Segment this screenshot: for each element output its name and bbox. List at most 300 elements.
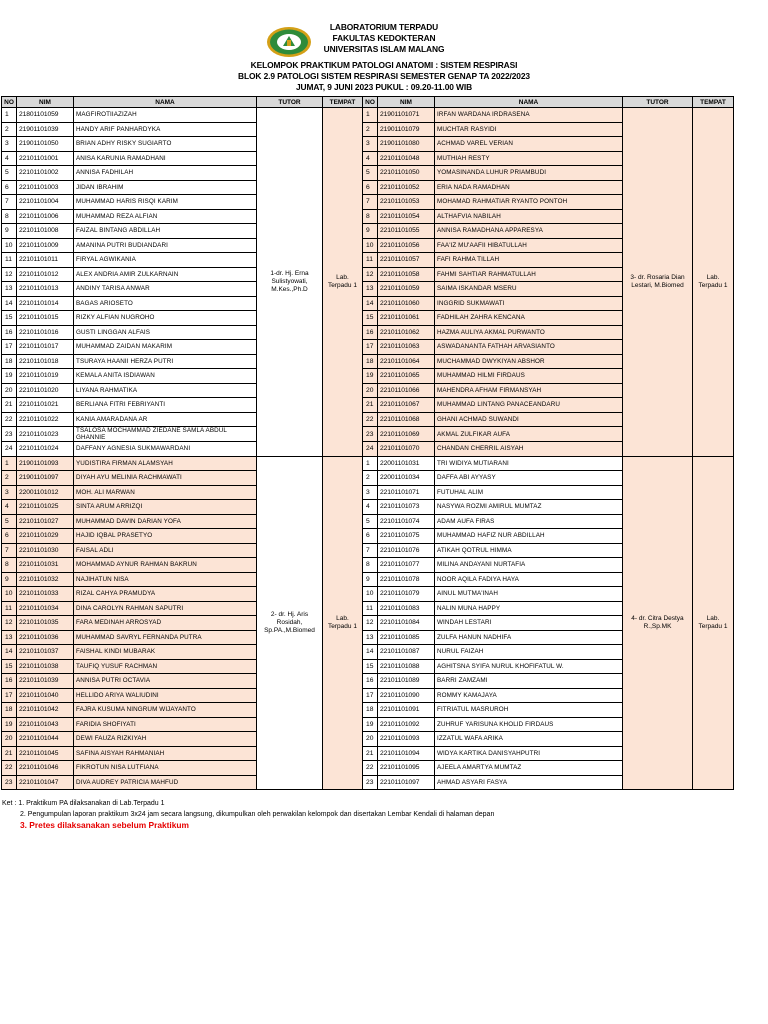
student-name: NASYWA ROZMI AMIRUL MUMTAZ bbox=[435, 500, 623, 515]
student-nim: 22101101018 bbox=[17, 354, 74, 369]
student-name: HAJID IQBAL PRASETYO bbox=[74, 529, 257, 544]
student-nim: 22101101029 bbox=[17, 529, 74, 544]
student-nim: 22001101034 bbox=[378, 471, 435, 486]
student-no: 5 bbox=[363, 166, 378, 181]
student-no: 15 bbox=[2, 311, 17, 326]
student-nim: 21901101093 bbox=[17, 456, 74, 471]
student-no: 22 bbox=[363, 761, 378, 776]
student-nim: 22101101078 bbox=[378, 572, 435, 587]
student-name: GHANI ACHMAD SUWANDI bbox=[435, 412, 623, 427]
student-nim: 22101101045 bbox=[17, 746, 74, 761]
student-no: 4 bbox=[2, 500, 17, 515]
student-nim: 22101101014 bbox=[17, 296, 74, 311]
student-name: ADAM AUFA FIRAS bbox=[435, 514, 623, 529]
student-nim: 22101101053 bbox=[378, 195, 435, 210]
student-name: FAA'IZ MU'AAFII HIBATULLAH bbox=[435, 238, 623, 253]
student-name: BARRI ZAMZAMI bbox=[435, 674, 623, 689]
student-nim: 22101101037 bbox=[17, 645, 74, 660]
student-name: BERLIANA FITRI FEBRIYANTI bbox=[74, 398, 257, 413]
student-nim: 22101101012 bbox=[17, 267, 74, 282]
tutor-cell: 3- dr. Rosaria Dian Lestari, M.Biomed bbox=[623, 108, 693, 457]
student-name: IRFAN WARDANA IRDRASENA bbox=[435, 108, 623, 123]
student-nim: 21901101079 bbox=[378, 122, 435, 137]
student-no: 4 bbox=[2, 151, 17, 166]
student-nim: 22101101070 bbox=[378, 442, 435, 457]
student-no: 24 bbox=[363, 442, 378, 457]
student-nim: 22101101042 bbox=[17, 703, 74, 718]
student-name: RIZAL CAHYA PRAMUDYA bbox=[74, 587, 257, 602]
student-nim: 22101101076 bbox=[378, 543, 435, 558]
location-cell: Lab. Terpadu 1 bbox=[323, 456, 363, 790]
student-nim: 22101101079 bbox=[378, 587, 435, 602]
student-nim: 22101101034 bbox=[17, 601, 74, 616]
student-nim: 22101101056 bbox=[378, 238, 435, 253]
student-no: 14 bbox=[2, 296, 17, 311]
student-nim: 22101101090 bbox=[378, 688, 435, 703]
student-name: FAISAL ADLI bbox=[74, 543, 257, 558]
student-no: 5 bbox=[2, 514, 17, 529]
student-nim: 22101101052 bbox=[378, 180, 435, 195]
group-table bbox=[1, 96, 734, 790]
student-no: 15 bbox=[2, 659, 17, 674]
student-nim: 22101101036 bbox=[17, 630, 74, 645]
student-no: 22 bbox=[363, 412, 378, 427]
student-no: 11 bbox=[363, 253, 378, 268]
student-no: 1 bbox=[2, 456, 17, 471]
student-no: 16 bbox=[2, 325, 17, 340]
student-no: 9 bbox=[363, 572, 378, 587]
student-name: FAFI RAHMA TILLAH bbox=[435, 253, 623, 268]
student-name: TSALOSA MOCHAMMAD ZIEDANE SAMLA ABDUL GHANNIE bbox=[74, 427, 257, 442]
student-no: 21 bbox=[2, 746, 17, 761]
student-nim: 22101101027 bbox=[17, 514, 74, 529]
student-no: 16 bbox=[2, 674, 17, 689]
student-no: 6 bbox=[2, 180, 17, 195]
note-1: Ket : 1. Praktikum PA dilaksanakan di Lab.Terpadu 1 bbox=[2, 800, 165, 807]
student-no: 1 bbox=[363, 456, 378, 471]
student-name: AMANINA PUTRI BUDIANDARI bbox=[74, 238, 257, 253]
student-no: 18 bbox=[2, 703, 17, 718]
student-nim: 22101101033 bbox=[17, 587, 74, 602]
student-nim: 22101101066 bbox=[378, 383, 435, 398]
student-no: 6 bbox=[363, 180, 378, 195]
student-name: ROMMY KAMAJAYA bbox=[435, 688, 623, 703]
col-tempat: TEMPAT bbox=[323, 97, 363, 108]
student-no: 9 bbox=[2, 224, 17, 239]
student-no: 13 bbox=[2, 630, 17, 645]
student-name: ERIA NADA RAMADHAN bbox=[435, 180, 623, 195]
student-no: 15 bbox=[363, 311, 378, 326]
student-name: TSURAYA HAANII HERZA PUTRI bbox=[74, 354, 257, 369]
student-name: MUHAMMAD REZA ALFIAN bbox=[74, 209, 257, 224]
lab-name: LABORATORIUM TERPADU bbox=[329, 22, 439, 32]
document-header bbox=[0, 22, 768, 96]
student-nim: 21901101080 bbox=[378, 137, 435, 152]
student-no: 11 bbox=[363, 601, 378, 616]
student-no: 15 bbox=[363, 659, 378, 674]
student-name: BAGAS ARIOSETO bbox=[74, 296, 257, 311]
student-name: ALEX ANDRIA AMIR ZULKARNAIN bbox=[74, 267, 257, 282]
student-name: MUHAMMAD ZAIDAN MAKARIM bbox=[74, 340, 257, 355]
document-title: KELOMPOK PRAKTIKUM PATOLOGI ANATOMI : SISTEM RESPIRASI bbox=[250, 60, 518, 70]
student-nim: 22101101002 bbox=[17, 166, 74, 181]
student-nim: 22101101031 bbox=[17, 558, 74, 573]
student-nim: 22101101001 bbox=[17, 151, 74, 166]
student-no: 2 bbox=[2, 471, 17, 486]
student-no: 7 bbox=[363, 195, 378, 210]
student-no: 9 bbox=[363, 224, 378, 239]
student-name: AJEELA AMARTYA MUMTAZ bbox=[435, 761, 623, 776]
student-no: 13 bbox=[363, 282, 378, 297]
student-name: TRI WIDIYA MUTIARANI bbox=[435, 456, 623, 471]
student-nim: 22101101085 bbox=[378, 630, 435, 645]
student-name: CHANDAN CHERRIL AISYAH bbox=[435, 442, 623, 457]
student-nim: 22101101057 bbox=[378, 253, 435, 268]
tutor-cell: 4- dr. Citra Destya R.,Sp.MK bbox=[623, 456, 693, 790]
student-nim: 22101101092 bbox=[378, 717, 435, 732]
col-nim: NIM bbox=[17, 97, 74, 108]
student-name: IZZATUL WAFA ARIKA bbox=[435, 732, 623, 747]
student-name: AINUL MUTMA'INAH bbox=[435, 587, 623, 602]
student-nim: 22101101071 bbox=[378, 485, 435, 500]
student-nim: 22101101015 bbox=[17, 311, 74, 326]
student-no: 17 bbox=[363, 340, 378, 355]
student-nim: 22101101088 bbox=[378, 659, 435, 674]
student-no: 13 bbox=[363, 630, 378, 645]
student-nim: 21901101071 bbox=[378, 108, 435, 123]
student-name: FAJRA KUSUMA NINGRUM WIJAYANTO bbox=[74, 703, 257, 718]
student-name: FIRYAL AGWIKANIA bbox=[74, 253, 257, 268]
student-name: FADHILAH ZAHRA KENCANA bbox=[435, 311, 623, 326]
student-name: MUCHTAR RASYIDI bbox=[435, 122, 623, 137]
student-name: MUCHAMMAD DWYKIYAN ABSHOR bbox=[435, 354, 623, 369]
student-name: GUSTI LINGGAN ALFAIS bbox=[74, 325, 257, 340]
col-nim: NIM bbox=[378, 97, 435, 108]
tutor-cell: 1-dr. Hj. Erna Sulistyowati, M.Kes.,Ph.D bbox=[257, 108, 323, 457]
student-nim: 22101101009 bbox=[17, 238, 74, 253]
student-nim: 22101101032 bbox=[17, 572, 74, 587]
student-nim: 22101101055 bbox=[378, 224, 435, 239]
student-no: 18 bbox=[363, 354, 378, 369]
student-name: FARA MEDINAH ARROSYAD bbox=[74, 616, 257, 631]
student-name: ANDINY TARISA ANWAR bbox=[74, 282, 257, 297]
student-name: FAHMI SAHTIAR RAHMATULLAH bbox=[435, 267, 623, 282]
student-nim: 22101101013 bbox=[17, 282, 74, 297]
student-name: ANISA KARUNIA RAMADHANI bbox=[74, 151, 257, 166]
student-nim: 22101101048 bbox=[378, 151, 435, 166]
student-no: 12 bbox=[363, 267, 378, 282]
student-no: 7 bbox=[2, 195, 17, 210]
student-no: 17 bbox=[2, 340, 17, 355]
student-no: 8 bbox=[363, 209, 378, 224]
student-no: 19 bbox=[363, 717, 378, 732]
student-name: DINA CAROLYN RAHMAN SAPUTRI bbox=[74, 601, 257, 616]
student-nim: 22101101050 bbox=[378, 166, 435, 181]
student-name: INGGRID SUKMAWATI bbox=[435, 296, 623, 311]
student-name: ASWADANANTA FATHAH ARVASIANTO bbox=[435, 340, 623, 355]
location-cell: Lab. Terpadu 1 bbox=[323, 108, 363, 457]
student-nim: 22101101035 bbox=[17, 616, 74, 631]
student-no: 8 bbox=[2, 209, 17, 224]
student-name: KANIA AMARADANA AR bbox=[74, 412, 257, 427]
student-nim: 22101101073 bbox=[378, 500, 435, 515]
student-name: HAZMA AULIYA AKMAL PURWANTO bbox=[435, 325, 623, 340]
student-no: 10 bbox=[2, 587, 17, 602]
student-no: 14 bbox=[2, 645, 17, 660]
location-cell: Lab. Terpadu 1 bbox=[693, 108, 734, 457]
student-name: ANNISA FADHILAH bbox=[74, 166, 257, 181]
student-nim: 22101101017 bbox=[17, 340, 74, 355]
student-name: HANDY ARIF PANHARDYKA bbox=[74, 122, 257, 137]
student-name: ZULFA HANUN NADHIFA bbox=[435, 630, 623, 645]
student-no: 19 bbox=[2, 369, 17, 384]
student-no: 9 bbox=[2, 572, 17, 587]
student-name: NALIN MUNA HAPPY bbox=[435, 601, 623, 616]
student-nim: 22101101021 bbox=[17, 398, 74, 413]
student-no: 21 bbox=[363, 746, 378, 761]
student-nim: 22101101006 bbox=[17, 209, 74, 224]
student-name: SAIMA ISKANDAR MSERU bbox=[435, 282, 623, 297]
student-nim: 22101101087 bbox=[378, 645, 435, 660]
student-nim: 22101101058 bbox=[378, 267, 435, 282]
student-name: DAFFA ABI AYYASY bbox=[435, 471, 623, 486]
student-nim: 21801101059 bbox=[17, 108, 74, 123]
student-nim: 22101101008 bbox=[17, 224, 74, 239]
student-no: 18 bbox=[2, 354, 17, 369]
student-name: YUDISTIRA FIRMAN ALAMSYAH bbox=[74, 456, 257, 471]
student-no: 8 bbox=[2, 558, 17, 573]
student-name: MOH. ALI MARWAN bbox=[74, 485, 257, 500]
student-no: 2 bbox=[363, 122, 378, 137]
student-no: 12 bbox=[2, 267, 17, 282]
student-no: 22 bbox=[2, 761, 17, 776]
student-nim: 21901101097 bbox=[17, 471, 74, 486]
student-name: RIZKY ALFIAN NUGROHO bbox=[74, 311, 257, 326]
student-nim: 22101101063 bbox=[378, 340, 435, 355]
student-name: SAFINA AISYAH RAHMANIAH bbox=[74, 746, 257, 761]
student-nim: 22101101065 bbox=[378, 369, 435, 384]
student-name: MUTHIAH RESTY bbox=[435, 151, 623, 166]
student-nim: 22101101061 bbox=[378, 311, 435, 326]
student-no: 4 bbox=[363, 151, 378, 166]
student-nim: 22101101020 bbox=[17, 383, 74, 398]
student-name: ALTHAFVIA NABILAH bbox=[435, 209, 623, 224]
student-no: 23 bbox=[363, 427, 378, 442]
student-name: LIYANA RAHMATIKA bbox=[74, 383, 257, 398]
student-no: 19 bbox=[2, 717, 17, 732]
student-nim: 22101101095 bbox=[378, 761, 435, 776]
student-nim: 22101101024 bbox=[17, 442, 74, 457]
student-nim: 22101101067 bbox=[378, 398, 435, 413]
student-nim: 22001101012 bbox=[17, 485, 74, 500]
student-nim: 22101101011 bbox=[17, 253, 74, 268]
col-tempat: TEMPAT bbox=[693, 97, 734, 108]
student-no: 22 bbox=[2, 412, 17, 427]
student-nim: 22101101022 bbox=[17, 412, 74, 427]
student-no: 19 bbox=[363, 369, 378, 384]
student-no: 10 bbox=[2, 238, 17, 253]
student-nim: 22101101068 bbox=[378, 412, 435, 427]
student-nim: 22101101091 bbox=[378, 703, 435, 718]
tutor-cell: 2- dr. Hj. Aris Rosidah, Sp.PA.,M.Biomed bbox=[257, 456, 323, 790]
student-name: MOHAMMAD AYNUR RAHMAN BAKRUN bbox=[74, 558, 257, 573]
student-name: FITRIATUL MASRUROH bbox=[435, 703, 623, 718]
student-nim: 22101101069 bbox=[378, 427, 435, 442]
student-no: 20 bbox=[2, 383, 17, 398]
student-no: 23 bbox=[2, 427, 17, 442]
student-nim: 21901101050 bbox=[17, 137, 74, 152]
student-nim: 22101101044 bbox=[17, 732, 74, 747]
student-name: ATIKAH QOTRUL HIMMA bbox=[435, 543, 623, 558]
col-no: NO bbox=[363, 97, 378, 108]
schedule-line: JUMAT, 9 JUNI 2023 PUKUL : 09.20-11.00 WIB bbox=[295, 82, 473, 92]
student-nim: 22101101083 bbox=[378, 601, 435, 616]
student-no: 12 bbox=[2, 616, 17, 631]
student-no: 16 bbox=[363, 674, 378, 689]
student-nim: 22101101064 bbox=[378, 354, 435, 369]
col-tutor: TUTOR bbox=[623, 97, 693, 108]
student-nim: 22101101062 bbox=[378, 325, 435, 340]
student-no: 21 bbox=[363, 398, 378, 413]
student-no: 2 bbox=[363, 471, 378, 486]
student-nim: 21901101039 bbox=[17, 122, 74, 137]
student-no: 8 bbox=[363, 558, 378, 573]
student-nim: 22101101046 bbox=[17, 761, 74, 776]
student-name: WIDYA KARTIKA DANISYAHPUTRI bbox=[435, 746, 623, 761]
student-name: BRIAN ADHY RISKY SUGIARTO bbox=[74, 137, 257, 152]
note-3: 3. Pretes dilaksanakan sebelum Praktikum bbox=[20, 820, 189, 830]
student-nim: 22101101097 bbox=[378, 775, 435, 790]
student-no: 23 bbox=[2, 775, 17, 790]
student-name: FUTUHAL ALIM bbox=[435, 485, 623, 500]
student-name: MAHENDRA AFHAM FIRMANSYAH bbox=[435, 383, 623, 398]
student-name: NAJIHATUN NISA bbox=[74, 572, 257, 587]
student-no: 14 bbox=[363, 296, 378, 311]
student-name: FIKROTUN NISA LUTFIANA bbox=[74, 761, 257, 776]
student-nim: 22101101075 bbox=[378, 529, 435, 544]
note-2: 2. Pengumpulan laporan praktikum 3x24 jam secara langsung, dikumpulkan oleh perwakilan kelompok dan disertakan Lembar Kendali di halaman depan bbox=[20, 811, 495, 818]
student-name: MUHAMMAD HARIS RISQI KARIM bbox=[74, 195, 257, 210]
student-no: 3 bbox=[2, 137, 17, 152]
table-row bbox=[2, 456, 734, 471]
student-name: MUHAMMAD HAFIZ NUR ABDILLAH bbox=[435, 529, 623, 544]
student-name: HELLIDO ARIYA WALIUDINI bbox=[74, 688, 257, 703]
table-row bbox=[2, 108, 734, 123]
student-name: TAUFIQ YUSUF RACHMAN bbox=[74, 659, 257, 674]
student-nim: 22101101016 bbox=[17, 325, 74, 340]
student-no: 3 bbox=[363, 485, 378, 500]
student-no: 14 bbox=[363, 645, 378, 660]
document-subtitle: BLOK 2.9 PATOLOGI SISTEM RESPIRASI SEMESTER GENAP TA 2022/2023 bbox=[238, 71, 530, 81]
student-no: 5 bbox=[2, 166, 17, 181]
student-no: 11 bbox=[2, 601, 17, 616]
student-no: 21 bbox=[2, 398, 17, 413]
student-no: 4 bbox=[363, 500, 378, 515]
student-nim: 22101101023 bbox=[17, 427, 74, 442]
student-no: 1 bbox=[2, 108, 17, 123]
student-nim: 22101101038 bbox=[17, 659, 74, 674]
student-name: AGHITSNA SYIFA NURUL KHOFIFATUL W. bbox=[435, 659, 623, 674]
student-name: AKMAL ZULFIKAR AUFA bbox=[435, 427, 623, 442]
student-name: WINDAH LESTARI bbox=[435, 616, 623, 631]
student-name: FAISHAL KINDI MUBARAK bbox=[74, 645, 257, 660]
student-name: DAFFANY AGNESIA SUKMAWARDANI bbox=[74, 442, 257, 457]
student-name: MOHAMAD RAHMATIAR RYANTO PONTOH bbox=[435, 195, 623, 210]
student-name: FARIDIA SHOFIYATI bbox=[74, 717, 257, 732]
student-no: 3 bbox=[2, 485, 17, 500]
student-nim: 22101101059 bbox=[378, 282, 435, 297]
student-nim: 22101101084 bbox=[378, 616, 435, 631]
student-no: 10 bbox=[363, 238, 378, 253]
bottom-group-rows bbox=[2, 456, 734, 790]
student-name: AHMAD ASYARI FASYA bbox=[435, 775, 623, 790]
student-nim: 22101101003 bbox=[17, 180, 74, 195]
student-no: 17 bbox=[2, 688, 17, 703]
student-name: NOOR AQILA FADIYA HAYA bbox=[435, 572, 623, 587]
student-no: 2 bbox=[2, 122, 17, 137]
student-no: 1 bbox=[363, 108, 378, 123]
student-no: 20 bbox=[363, 383, 378, 398]
university-name: UNIVERSITAS ISLAM MALANG bbox=[323, 44, 445, 54]
top-group-rows bbox=[2, 108, 734, 457]
student-name: DIVA AUDREY PATRICIA MAHFUD bbox=[74, 775, 257, 790]
student-name: MUHAMMAD HILMI FIRDAUS bbox=[435, 369, 623, 384]
location-cell: Lab. Terpadu 1 bbox=[693, 456, 734, 790]
student-name: ACHMAD VAREL VERIAN bbox=[435, 137, 623, 152]
student-name: FAIZAL BINTANG ABDILLAH bbox=[74, 224, 257, 239]
student-name: JIDAN IBRAHIM bbox=[74, 180, 257, 195]
student-name: MUHAMMAD DAVIN DARIAN YOFA bbox=[74, 514, 257, 529]
student-no: 23 bbox=[363, 775, 378, 790]
student-no: 7 bbox=[363, 543, 378, 558]
student-name: ANNISA PUTRI OCTAVIA bbox=[74, 674, 257, 689]
student-nim: 22101101094 bbox=[378, 746, 435, 761]
faculty-name: FAKULTAS KEDOKTERAN bbox=[332, 33, 436, 43]
student-no: 6 bbox=[363, 529, 378, 544]
student-no: 7 bbox=[2, 543, 17, 558]
student-no: 6 bbox=[2, 529, 17, 544]
student-name: ZUHRUF YARISUNA KHOLID FIRDAUS bbox=[435, 717, 623, 732]
student-no: 24 bbox=[2, 442, 17, 457]
student-nim: 22101101093 bbox=[378, 732, 435, 747]
student-nim: 22001101031 bbox=[378, 456, 435, 471]
student-nim: 22101101039 bbox=[17, 674, 74, 689]
student-no: 13 bbox=[2, 282, 17, 297]
student-no: 11 bbox=[2, 253, 17, 268]
student-nim: 22101101047 bbox=[17, 775, 74, 790]
student-no: 17 bbox=[363, 688, 378, 703]
student-nim: 22101101074 bbox=[378, 514, 435, 529]
student-nim: 22101101019 bbox=[17, 369, 74, 384]
student-name: MUHAMMAD SAVRYL FERNANDA PUTRA bbox=[74, 630, 257, 645]
student-name: DEWI FAUZA RIZKIYAH bbox=[74, 732, 257, 747]
student-no: 20 bbox=[363, 732, 378, 747]
student-name: DIYAH AYU MELINIA RACHMAWATI bbox=[74, 471, 257, 486]
student-nim: 22101101089 bbox=[378, 674, 435, 689]
student-nim: 22101101077 bbox=[378, 558, 435, 573]
student-no: 18 bbox=[363, 703, 378, 718]
student-name: MUHAMMAD LINTANG PANACEANDARU bbox=[435, 398, 623, 413]
col-nama: NAMA bbox=[74, 97, 257, 108]
student-no: 12 bbox=[363, 616, 378, 631]
student-name: ANNISA RAMADHANA APPARESYA bbox=[435, 224, 623, 239]
student-nim: 22101101030 bbox=[17, 543, 74, 558]
student-nim: 22101101004 bbox=[17, 195, 74, 210]
col-no: NO bbox=[2, 97, 17, 108]
student-nim: 22101101040 bbox=[17, 688, 74, 703]
student-no: 20 bbox=[2, 732, 17, 747]
student-no: 5 bbox=[363, 514, 378, 529]
